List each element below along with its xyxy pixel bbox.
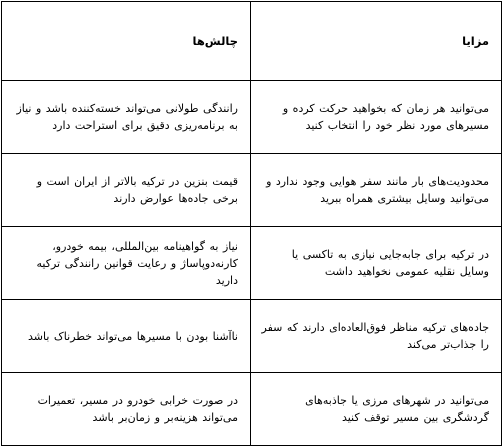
challenge-cell: ناآشنا بودن با مسیرها می‌تواند خطرناک باشد	[2, 300, 251, 373]
challenge-cell: در صورت خرابی خودرو در مسیر، تعمیرات می‌تواند هزینه‌بر و زمان‌بر باشد	[2, 373, 251, 446]
challenge-cell: قیمت بنزین در ترکیه بالاتر از ایران است و برخی جاده‌ها عوارض دارند	[2, 154, 251, 227]
header-advantages: مزایا	[251, 2, 502, 81]
table-row	[2, 300, 502, 373]
challenge-cell: نیاز به گواهینامه بین‌المللی، بیمه خودرو، کارنه‌دوپاساژ و رعایت قوانین رانندگی ترکیه دارید	[2, 227, 251, 300]
table-header-row	[2, 2, 502, 81]
header-challenges: چالش‌ها	[2, 2, 251, 81]
pros-cons-table	[1, 1, 502, 446]
advantage-cell: می‌توانید هر زمان که بخواهید حرکت کرده و مسیرهای مورد نظر خود را انتخاب کنید	[251, 81, 502, 154]
challenge-cell: رانندگی طولانی می‌تواند خسته‌کننده باشد و نیاز به برنامه‌ریزی دقیق برای استراحت دارد	[2, 81, 251, 154]
advantage-cell: می‌توانید در شهرهای مرزی یا جاذبه‌های گردشگری بین مسیر توقف کنید	[251, 373, 502, 446]
advantage-cell: محدودیت‌های بار مانند سفر هوایی وجود ندارد و می‌توانید وسایل بیشتری همراه ببرید	[251, 154, 502, 227]
advantage-cell: در ترکیه برای جابه‌جایی نیازی به تاکسی یا وسایل نقلیه عمومی نخواهید داشت	[251, 227, 502, 300]
table-row	[2, 81, 502, 154]
table-row	[2, 373, 502, 446]
comparison-table-container	[1, 1, 501, 436]
table-row	[2, 227, 502, 300]
table-row	[2, 154, 502, 227]
advantage-cell: جاده‌های ترکیه مناظر فوق‌العاده‌ای دارند که سفر را جذاب‌تر می‌کند	[251, 300, 502, 373]
